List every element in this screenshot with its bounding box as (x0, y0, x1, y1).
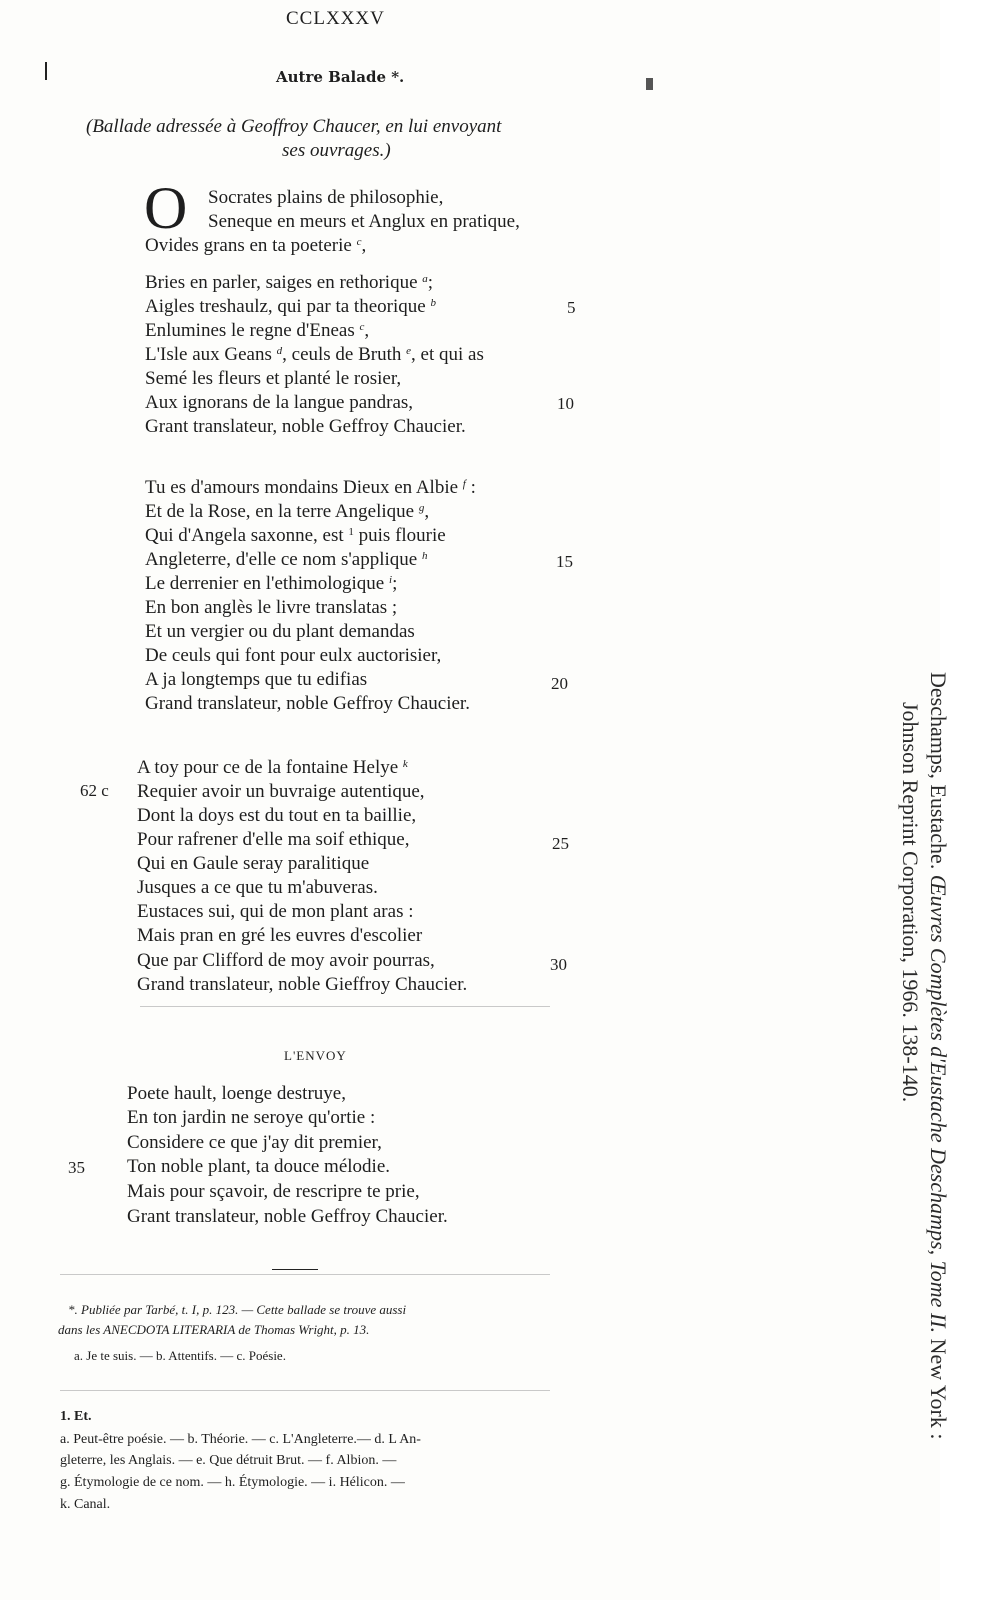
margin-mark-right (646, 78, 653, 90)
line-number: 10 (557, 394, 574, 413)
verse-line: Seneque en meurs et Anglux en pratique, (208, 211, 520, 232)
verse-line: Enlumines le regne d'Eneas $^c$, (145, 320, 370, 341)
verse-line: Grant translateur, noble Geffroy Chaucier. (145, 416, 466, 437)
footnote-glosses: k. Canal. (60, 1497, 111, 1512)
verse-line: Considere ce que j'ay dit premier, (127, 1132, 382, 1153)
citation-line-2: Johnson Reprint Corporation, 1966. 138-140. (898, 702, 923, 1103)
line-number: 30 (550, 955, 567, 974)
verse-line: Grand translateur, noble Gieffroy Chaucier. (137, 974, 468, 995)
verse-line: Pour rafrener d'elle ma soif ethique, (137, 829, 410, 850)
footnote-marker: c (359, 321, 365, 333)
footnote-marker: i (389, 574, 393, 586)
verse-line: Qui d'Angela saxonne, est $^1$ puis flourie (145, 525, 446, 546)
footnote-star: *. Publiée par Tarbé, t. I, p. 123. — Cette ballade se trouve aussi (68, 1302, 407, 1317)
verse-line: Requier avoir un buvraige autentique, (137, 781, 425, 802)
verse-line: A toy pour ce de la fontaine Helye $^k$ (137, 757, 408, 778)
footnote-marker: k (402, 758, 408, 770)
footnote-glosses: a. Peut-être poésie. — b. Théorie. — c. L'Angleterre.— d. L An- (60, 1432, 421, 1447)
verse-line: Aux ignorans de la langue pandras, (145, 392, 414, 413)
citation-title: Œuvres Complètes d'Eustache Deschamps, Tome II. (926, 874, 951, 1334)
verse-line: Bries en parler, saiges en rethorique $^a$; (145, 272, 434, 293)
verse-line: Aigles treshaulz, qui par ta theorique $^b$ (145, 296, 436, 317)
footnote-marker: b (430, 297, 436, 309)
verse-line: Et de la Rose, en la terre Angelique $^g$, (145, 501, 430, 522)
margin-reference: 62 c (80, 781, 109, 800)
verse-line: Socrates plains de philosophie, (208, 187, 444, 208)
verse-line: Tu es d'amours mondains Dieux en Albie $^f$ : (145, 477, 476, 498)
footnote-marker: h (421, 550, 428, 562)
footnote-marker: 1 (348, 526, 354, 538)
verse-line: L'Isle aux Geans $^d$, ceuls de Bruth $^e$, et qui as (145, 344, 484, 365)
verse-line: Eustaces sui, qui de mon plant aras : (137, 901, 414, 922)
line-number: 5 (567, 298, 576, 317)
footnote-star: dans les ANECDOTA LITERARIA de Thomas Wright, p. 13. (58, 1322, 370, 1337)
footnote-marker: d (276, 345, 283, 357)
footnote-numbered: 1. Et. (60, 1409, 92, 1424)
line-number: 35 (68, 1158, 85, 1177)
subtitle-line-2: ses ouvrages.) (282, 140, 391, 161)
verse-line: A ja longtemps que tu edifias (145, 669, 368, 690)
footnote-marker: f (462, 478, 466, 490)
footnote-glosses: g. Étymologie de ce nom. — h. Étymologie. — i. Hélicon. — (60, 1475, 405, 1490)
footnote-marker: c (356, 236, 362, 248)
verse-line: Semé les fleurs et planté le rosier, (145, 368, 402, 389)
poem-number: CCLXXXV (286, 8, 385, 29)
citation-line-1: Deschamps, Eustache. Œuvres Complètes d'Eustache Deschamps, Tome II. New York : (926, 672, 951, 1440)
line-number: 20 (551, 674, 568, 693)
line-number: 15 (556, 552, 573, 571)
footnote-marker: a (422, 273, 428, 285)
verse-line: Jusques a ce que tu m'abuveras. (137, 877, 378, 898)
poem-title: Autre Balade *. (276, 68, 405, 86)
divider (140, 1006, 550, 1007)
footnote-glosses: a. Je te suis. — b. Attentifs. — c. Poésie. (74, 1348, 286, 1363)
verse-line: Ton noble plant, ta douce mélodie. (127, 1156, 391, 1177)
verse-line: Et un vergier ou du plant demandas (145, 621, 415, 642)
divider (60, 1274, 550, 1275)
verse-line: Ovides grans en ta poeterie $^c$, (145, 235, 367, 256)
verse-line: En ton jardin ne seroye qu'ortie : (127, 1107, 376, 1128)
footnote-marker: g (418, 502, 425, 514)
verse-line: Mais pran en gré les euvres d'escolier (137, 925, 423, 946)
line-number: 25 (552, 834, 569, 853)
envoy-heading: L'ENVOY (284, 1048, 347, 1063)
section-rule (272, 1269, 318, 1270)
verse-line: Le derrenier en l'ethimologique $^i$; (145, 573, 398, 594)
verse-line: Grand translateur, noble Geffroy Chaucier. (145, 693, 470, 714)
verse-line: Qui en Gaule seray paralitique (137, 853, 370, 874)
verse-line: Angleterre, d'elle ce nom s'applique $^h$ (145, 549, 428, 570)
subtitle-line-1: (Ballade adressée à Geoffroy Chaucer, en lui envoyant (86, 116, 502, 137)
citation (896, 672, 952, 1439)
drop-cap: O (144, 175, 188, 241)
verse-line: Que par Clifford de moy avoir pourras, (137, 950, 435, 971)
verse-line: Dont la doys est du tout en ta baillie, (137, 805, 417, 826)
verse-line: En bon anglès le livre translatas ; (145, 597, 398, 618)
verse-line: Mais pour sçavoir, de rescripre te prie, (127, 1181, 420, 1202)
verse-line: De ceuls qui font pour eulx auctorisier, (145, 645, 442, 666)
footnote-marker: e (406, 345, 412, 357)
footnote-glosses: gleterre, les Anglais. — e. Que détruit Brut. — f. Albion. — (60, 1453, 397, 1468)
margin-mark-left (45, 62, 47, 80)
verse-line: Grant translateur, noble Geffroy Chaucier. (127, 1206, 448, 1227)
divider (60, 1390, 550, 1391)
verse-line: Poete hault, loenge destruye, (127, 1083, 346, 1104)
